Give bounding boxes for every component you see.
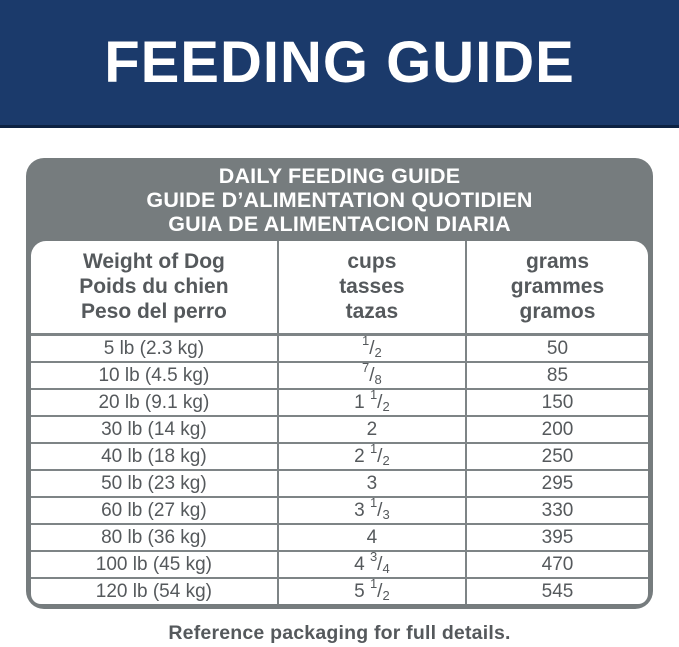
cups-cell: 3 $^1/_3$ xyxy=(278,497,466,524)
grams-cell: 50 xyxy=(546,338,569,359)
weight-header-french: Poids du chien xyxy=(79,275,229,298)
grams-cell: 295 xyxy=(466,470,648,497)
cups-header-spanish: tazas xyxy=(345,300,399,323)
cups-header-french: tasses xyxy=(339,275,405,298)
table-title xyxy=(31,158,648,241)
grams-cell: 85 xyxy=(466,362,648,389)
weight-cell: 20 lb (9.1 kg) xyxy=(31,389,278,416)
table-row xyxy=(31,416,648,443)
grams-cell: 470 xyxy=(466,551,648,578)
grams-cell: 150 xyxy=(466,389,648,416)
cups-cell: 1 $^1/_2$ xyxy=(278,389,466,416)
cups-cell: 4 $^3/_4$ xyxy=(278,551,466,578)
grams-cell: 545 xyxy=(466,578,648,604)
cups-cell: 4 xyxy=(278,524,466,551)
grams-cell: 250 xyxy=(466,443,648,470)
cups-cell: 5 $^1/_2$ xyxy=(278,578,466,604)
cups-cell: $^1/_2$ xyxy=(278,335,466,363)
weight-cell: 10 lb (4.5 kg) xyxy=(31,362,278,389)
feeding-guide-banner xyxy=(0,0,679,128)
grams-header-french: grammes xyxy=(510,275,605,298)
cups-header-english: cups xyxy=(347,250,397,273)
weight-header-english: Weight of Dog xyxy=(82,250,225,273)
header-row xyxy=(31,241,648,335)
weight-column-header xyxy=(31,241,278,335)
cups-cell: 2 xyxy=(278,416,466,443)
table-title-line-french: GUIDE D’ALIMENTATION QUOTIDIEN xyxy=(146,188,533,212)
feeding-table xyxy=(31,241,648,604)
daily-feeding-guide-box xyxy=(26,158,653,609)
weight-cell: 100 lb (45 kg) xyxy=(31,551,278,578)
table-row xyxy=(31,524,648,551)
grams-header-spanish: gramos xyxy=(519,300,596,323)
table-title-line-spanish: GUIA DE ALIMENTACION DIARIA xyxy=(168,212,511,236)
cups-column-header xyxy=(278,241,466,335)
table-row xyxy=(31,335,648,363)
weight-cell: 40 lb (18 kg) xyxy=(31,443,278,470)
weight-cell: 50 lb (23 kg) xyxy=(31,470,278,497)
table-content-panel xyxy=(31,241,648,604)
grams-cell: 395 xyxy=(466,524,648,551)
footer-note: Reference packaging for full details. xyxy=(168,622,511,644)
weight-header-spanish: Peso del perro xyxy=(80,300,227,323)
cups-cell: $^7/_8$ xyxy=(278,362,466,389)
grams-cell: 330 xyxy=(466,497,648,524)
weight-cell: 60 lb (27 kg) xyxy=(31,497,278,524)
grams-cell: 200 xyxy=(466,416,648,443)
weight-cell: 120 lb (54 kg) xyxy=(31,578,278,604)
table-row xyxy=(31,389,648,416)
weight-cell: 30 lb (14 kg) xyxy=(31,416,278,443)
table-title-line-english: DAILY FEEDING GUIDE xyxy=(218,164,461,188)
weight-cell: 5 lb (2.3 kg) xyxy=(31,335,278,363)
table-row xyxy=(31,470,648,497)
page-title: FEEDING GUIDE xyxy=(104,30,575,95)
cups-cell: 3 xyxy=(278,470,466,497)
table-row xyxy=(31,551,648,578)
table-row xyxy=(31,578,648,604)
table-row xyxy=(31,443,648,470)
cups-cell: 2 $^1/_2$ xyxy=(278,443,466,470)
table-row xyxy=(31,497,648,524)
table-row xyxy=(31,362,648,389)
weight-cell: 80 lb (36 kg) xyxy=(31,524,278,551)
grams-header-english: grams xyxy=(525,250,589,273)
table-body xyxy=(31,335,648,605)
grams-column-header xyxy=(466,241,648,335)
